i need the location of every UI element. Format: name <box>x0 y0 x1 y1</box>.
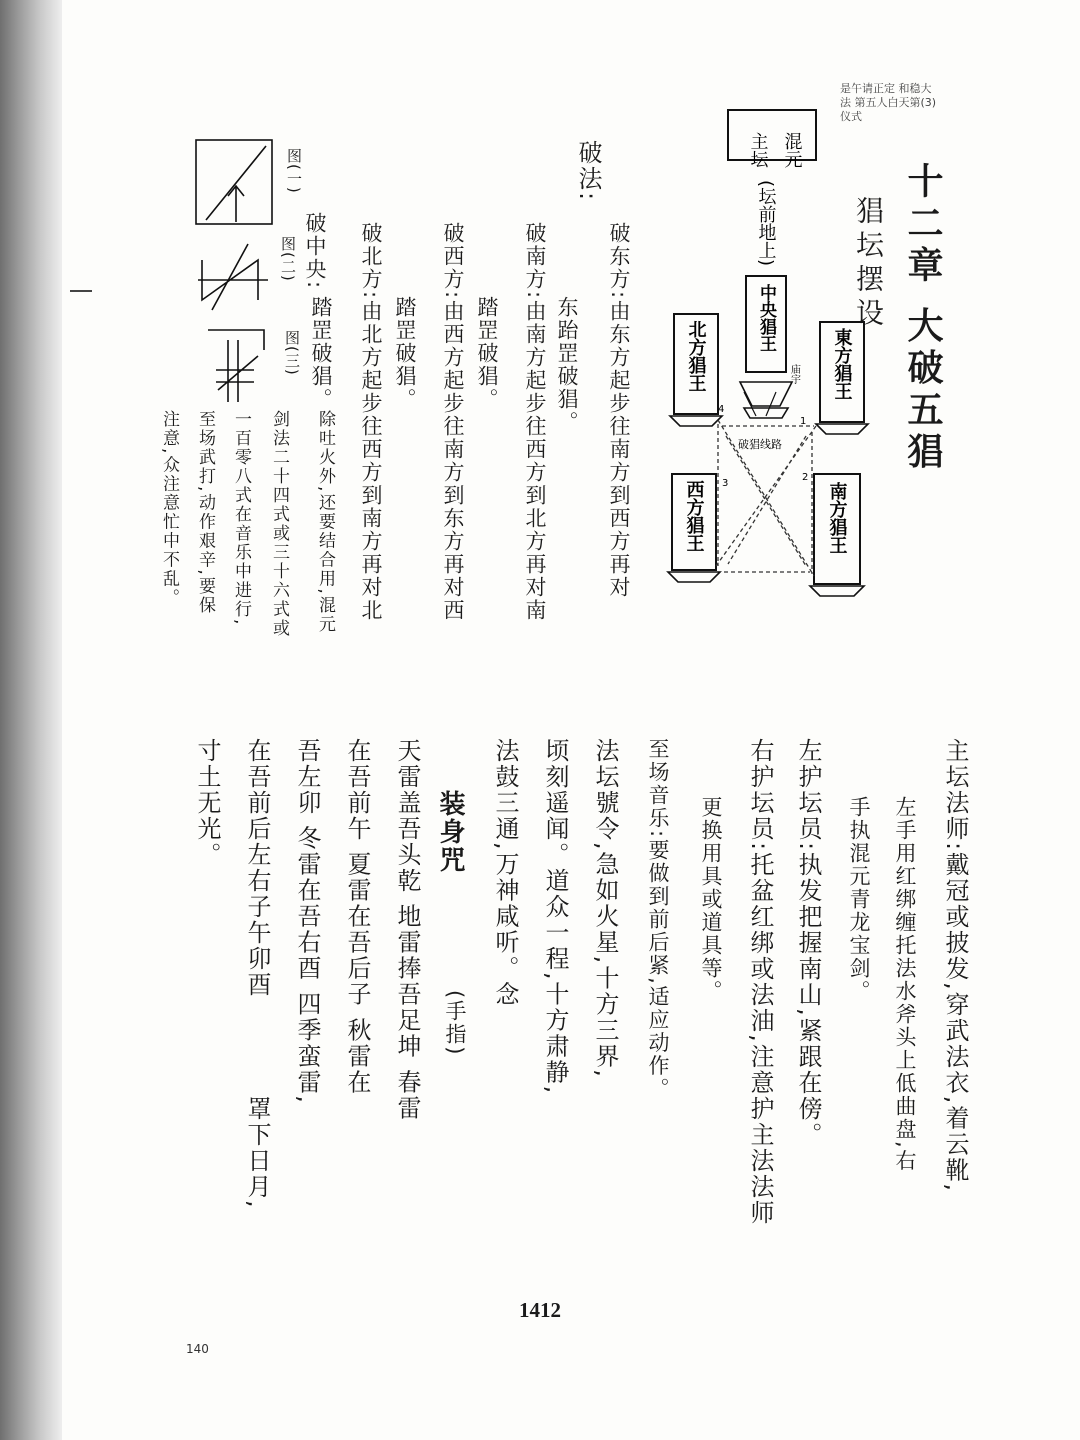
role-line-3: 手执混元青龙宝剑。 <box>847 796 871 1003</box>
poke-east-line-1: 破东方:由东方起步往南方到西方再对 <box>607 222 631 600</box>
role-line-2: 左手用红绑缠托法水斧头上低曲盘,右 <box>893 796 917 1173</box>
west-king-label: 西方猖王 <box>683 480 705 552</box>
figure-label-3: 图(三) <box>283 330 301 376</box>
incantation-line-2: 顷刻遥闻。道众一程,十方肃静, <box>541 738 569 1096</box>
figure-label-2: 图(二) <box>279 236 297 282</box>
poke-north-line-2: 踏罡破猖。 <box>309 296 333 411</box>
incantation-body-line-6: 寸土无光。 <box>193 738 221 868</box>
book-binding-shadow <box>0 0 62 1440</box>
hand-seal-note: (手指) <box>443 990 467 1057</box>
altar-front-label: (坛前地上) <box>755 180 777 267</box>
south-king-label: 南方猖王 <box>826 482 848 554</box>
main-altar-label-2: 主坛 <box>747 132 769 168</box>
svg-text:4: 4 <box>718 404 725 415</box>
corner-page-number: 140 <box>186 1342 209 1356</box>
svg-text:2: 2 <box>802 472 809 483</box>
route-label: 破猖线路 <box>738 438 782 451</box>
east-king-label: 東方猖王 <box>831 328 853 400</box>
incantation-body-line-4: 在吾前后左右子午卯酉 <box>243 738 271 998</box>
poke-method-heading: 破法: <box>574 140 602 203</box>
incantation-line-3: 法鼓三通,万神咸听。念 <box>491 738 519 1008</box>
svg-text:1: 1 <box>800 416 807 427</box>
altar-layout-diagram <box>656 96 872 636</box>
incantation-body-line-1: 天雷盖吾头乾 地雷捧吾足坤 春雷 <box>393 738 421 1122</box>
role-line-7: 至场音乐:要做到前后紧,适应动作。 <box>646 738 670 1101</box>
role-line-4: 左护坛员:执发把握南山,紧跟在傍。 <box>794 738 822 1148</box>
poke-north-line-1: 破北方:由北方起步往西方到南方再对北 <box>359 222 383 623</box>
figure-label-1: 图(一) <box>285 148 303 194</box>
poke-center-heading: 破中央: <box>303 212 327 291</box>
page-number: 1412 <box>519 1298 561 1322</box>
incantation-heading: 装身咒 <box>435 790 465 874</box>
incantation-body-line-2: 在吾前午 夏雷在吾后子 秋雷在 <box>343 738 371 1096</box>
chapter-title: 十二章 大破五猖 <box>902 162 943 475</box>
margin-annotation: 是午请正定 和稳大法 第五人白天第(3)仪式 <box>840 82 937 123</box>
main-altar-box <box>728 110 816 160</box>
poke-note-1: 除吐火外,还要结合用,混元 <box>315 410 335 634</box>
poke-west-line-2: 踏罡破猖。 <box>393 296 417 411</box>
temple-label: 庙宇 <box>788 364 800 384</box>
incantation-body-line-5: 罩下日月, <box>243 1096 271 1210</box>
poke-west-line-1: 破西方:由西方起步往南方到东方再对西 <box>441 222 465 623</box>
poke-south-line-2: 踏罡破猖。 <box>475 296 499 411</box>
margin-dash <box>70 290 92 292</box>
poke-south-line-1: 破南方:由南方起步往西方到北方再对南 <box>523 222 547 623</box>
svg-text:3: 3 <box>722 478 729 489</box>
poke-note-4: 至场武打,动作艰辛,要保 <box>195 410 215 615</box>
role-line-6: 更换用具或道具等。 <box>699 796 723 1003</box>
role-line-5: 右护坛员:托盆红绑或法油,注意护主法法师 <box>746 738 774 1226</box>
poke-east-line-2: 东跆罡破猖。 <box>555 296 579 434</box>
poke-note-3: 一百零八式在音乐中进行, <box>231 410 251 627</box>
center-king-label: 中央猖王 <box>756 284 776 352</box>
role-line-1: 主坛法师:戴冠或披发,穿武法衣,着云靴, <box>941 738 969 1193</box>
section-subtitle: 猖坛摆设 <box>852 196 885 332</box>
main-altar-label-1: 混元 <box>781 132 803 168</box>
poke-note-2: 剑法二十四式或三十六式或 <box>269 410 289 638</box>
incantation-line-1: 法坛號令,急如火星,十方三界, <box>591 738 619 1079</box>
incantation-body-line-3: 吾左卯 冬雷在吾右酉 四季蛮雷, <box>293 738 321 1105</box>
poke-note-5: 注意,众注意忙中不乱。 <box>159 410 179 608</box>
north-king-label: 北方猖王 <box>685 320 707 392</box>
